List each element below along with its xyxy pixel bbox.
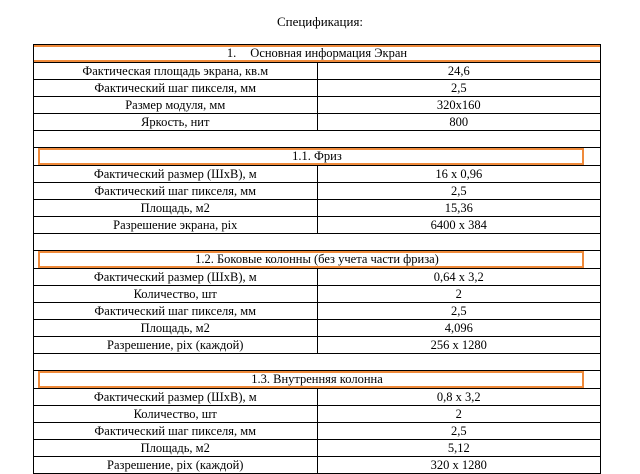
row-label: Площадь, м2 xyxy=(34,440,318,457)
row-label: Разрешение, pix (каждой) xyxy=(34,337,318,354)
row-value: 6400 x 384 xyxy=(317,217,601,234)
table-row xyxy=(34,217,601,234)
section-number: 1. xyxy=(226,46,237,60)
table-row xyxy=(34,337,601,354)
row-value: 320 x 1280 xyxy=(317,457,601,474)
section-title: 1.3. Внутренняя колонна xyxy=(251,372,383,386)
row-label: Фактический размер (ШхВ), м xyxy=(34,166,318,183)
section-title: 1.2. Боковые колонны (без учета части фриза) xyxy=(195,252,439,266)
section-header-side-columns xyxy=(34,251,601,269)
row-value: 24,6 xyxy=(317,63,601,80)
table-row xyxy=(34,269,601,286)
specification-table xyxy=(33,44,601,474)
row-value: 2,5 xyxy=(317,303,601,320)
section-title: Основная информация Экран xyxy=(250,46,408,60)
row-label: Площадь, м2 xyxy=(34,320,318,337)
row-label: Фактический размер (ШхВ), м xyxy=(34,389,318,406)
row-label: Фактический шаг пикселя, мм xyxy=(34,80,318,97)
section-header-inner-column xyxy=(34,371,601,389)
table-row xyxy=(34,457,601,474)
row-value: 0,8 x 3,2 xyxy=(317,389,601,406)
table-row xyxy=(34,166,601,183)
spacer-row xyxy=(34,354,601,371)
row-label: Площадь, м2 xyxy=(34,200,318,217)
row-label: Количество, шт xyxy=(34,286,318,303)
document-title: Спецификация: xyxy=(276,14,364,29)
row-value: 800 xyxy=(317,114,601,131)
table-row xyxy=(34,114,601,131)
row-value: 0,64 x 3,2 xyxy=(317,269,601,286)
row-value: 16 x 0,96 xyxy=(317,166,601,183)
table-row xyxy=(34,440,601,457)
row-value: 320x160 xyxy=(317,97,601,114)
row-value: 5,12 xyxy=(317,440,601,457)
row-value: 15,36 xyxy=(317,200,601,217)
row-label: Размер модуля, мм xyxy=(34,97,318,114)
section-header-main xyxy=(34,45,601,63)
spacer-row xyxy=(34,234,601,251)
row-value: 2 xyxy=(317,406,601,423)
row-value: 256 x 1280 xyxy=(317,337,601,354)
table-row xyxy=(34,320,601,337)
row-value: 2 xyxy=(317,286,601,303)
table-row xyxy=(34,97,601,114)
table-row xyxy=(34,183,601,200)
row-label: Разрешение экрана, pix xyxy=(34,217,318,234)
table-row xyxy=(34,303,601,320)
table-row xyxy=(34,286,601,303)
table-row xyxy=(34,200,601,217)
row-value: 4,096 xyxy=(317,320,601,337)
table-row xyxy=(34,423,601,440)
row-value: 2,5 xyxy=(317,423,601,440)
table-row xyxy=(34,389,601,406)
section-header-frieze xyxy=(34,148,601,166)
row-label: Фактический размер (ШхВ), м xyxy=(34,269,318,286)
row-label: Количество, шт xyxy=(34,406,318,423)
row-label: Фактический шаг пикселя, мм xyxy=(34,183,318,200)
table-row xyxy=(34,63,601,80)
row-value: 2,5 xyxy=(317,183,601,200)
table-row xyxy=(34,80,601,97)
row-label: Фактическая площадь экрана, кв.м xyxy=(34,63,318,80)
row-label: Фактический шаг пикселя, мм xyxy=(34,423,318,440)
row-label: Яркость, нит xyxy=(34,114,318,131)
row-label: Фактический шаг пикселя, мм xyxy=(34,303,318,320)
spacer-row xyxy=(34,131,601,148)
row-label: Разрешение, pix (каждой) xyxy=(34,457,318,474)
table-row xyxy=(34,406,601,423)
section-title: 1.1. Фриз xyxy=(292,149,342,163)
row-value: 2,5 xyxy=(317,80,601,97)
